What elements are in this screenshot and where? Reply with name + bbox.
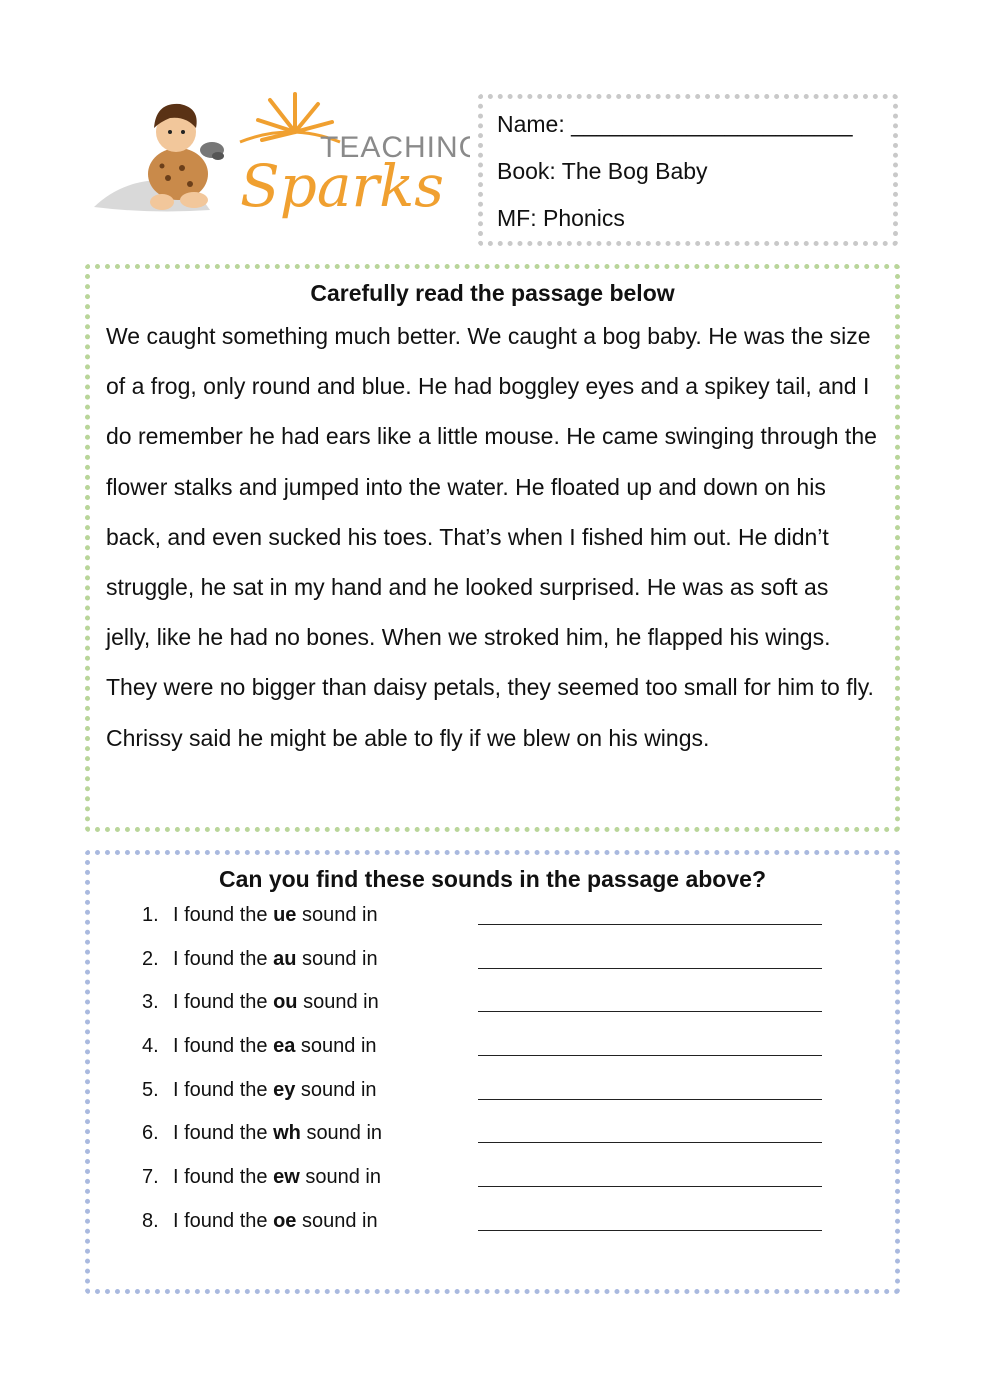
target-sound: ue (273, 904, 297, 926)
svg-text:TEACHING: TEACHING (320, 131, 470, 164)
target-sound: ou (273, 991, 298, 1014)
passage-text: We caught something much better. We caught a bog baby. He was the size of a frog, only round and blue. He had bogglеy eyes and a spikey tail, and I do remember he had ears like a little mouse. He came swinging through the flower stalks and jumped into the water. He floated up and down on his back, and even sucked his toes. That’s when I fished him out. He didn’t struggle, he sat in my hand and he looked surprised. He was as soft as jelly, like he had no bones. When we stroked him, he flapped his wings. They were no bigger than daisy petals, they seemed too small for him to fly. Chrissy said he might be able to fly if we blew on his wings. (106, 323, 877, 751)
question-item (106, 1121, 879, 1165)
question-text: I found the ue sound in (173, 904, 378, 926)
target-sound: ew (273, 1166, 300, 1189)
book-title: Book: The Bog Baby (497, 158, 708, 184)
question-text: I found the ea sound in (173, 1035, 377, 1058)
question-text: I found the wh sound in (173, 1122, 383, 1145)
question-number: 3. (142, 991, 159, 1014)
target-sound: ea (273, 1035, 296, 1058)
question-number: 5. (142, 1078, 159, 1101)
answer-line[interactable] (478, 1230, 822, 1231)
answer-line[interactable] (478, 1186, 822, 1187)
question-item (106, 1165, 879, 1209)
target-sound: au (273, 947, 297, 970)
answer-line[interactable] (478, 924, 822, 925)
question-item (106, 1209, 879, 1253)
svg-text:Sparks: Sparks (240, 152, 445, 220)
question-number: 2. (142, 947, 159, 970)
answer-line[interactable] (478, 1142, 822, 1143)
answer-line[interactable] (478, 1011, 822, 1012)
focus-label: MF: Phonics (497, 205, 625, 231)
question-text: I found the oe sound in (173, 1209, 378, 1232)
logo-graphic (90, 82, 470, 232)
teaching-sparks-logo (90, 82, 470, 232)
question-number: 1. (142, 904, 159, 926)
name-field[interactable]: Name: ______________________ (497, 111, 853, 137)
question-number: 6. (142, 1122, 159, 1145)
questions-heading: Can you find these sounds in the passage above? (219, 866, 766, 892)
question-text: I found the ey sound in (173, 1078, 377, 1101)
questions-box (85, 850, 900, 1294)
passage-heading: Carefully read the passage below (310, 280, 675, 306)
answer-line[interactable] (478, 1055, 822, 1056)
question-text: I found the ou sound in (173, 991, 379, 1014)
question-list (106, 903, 879, 1253)
answer-line[interactable] (478, 968, 822, 969)
question-number: 4. (142, 1035, 159, 1058)
target-sound: oe (273, 1209, 297, 1232)
question-item (106, 990, 879, 1034)
question-item (106, 903, 879, 947)
target-sound: wh (273, 1122, 301, 1145)
question-item (106, 947, 879, 991)
question-number: 8. (142, 1209, 159, 1232)
question-number: 7. (142, 1166, 159, 1189)
answer-line[interactable] (478, 1099, 822, 1100)
question-item (106, 1078, 879, 1122)
passage-box (85, 264, 900, 832)
student-info-box (478, 94, 898, 246)
question-text: I found the au sound in (173, 947, 378, 970)
question-item (106, 1034, 879, 1078)
question-text: I found the ew sound in (173, 1166, 381, 1189)
target-sound: ey (273, 1078, 296, 1101)
